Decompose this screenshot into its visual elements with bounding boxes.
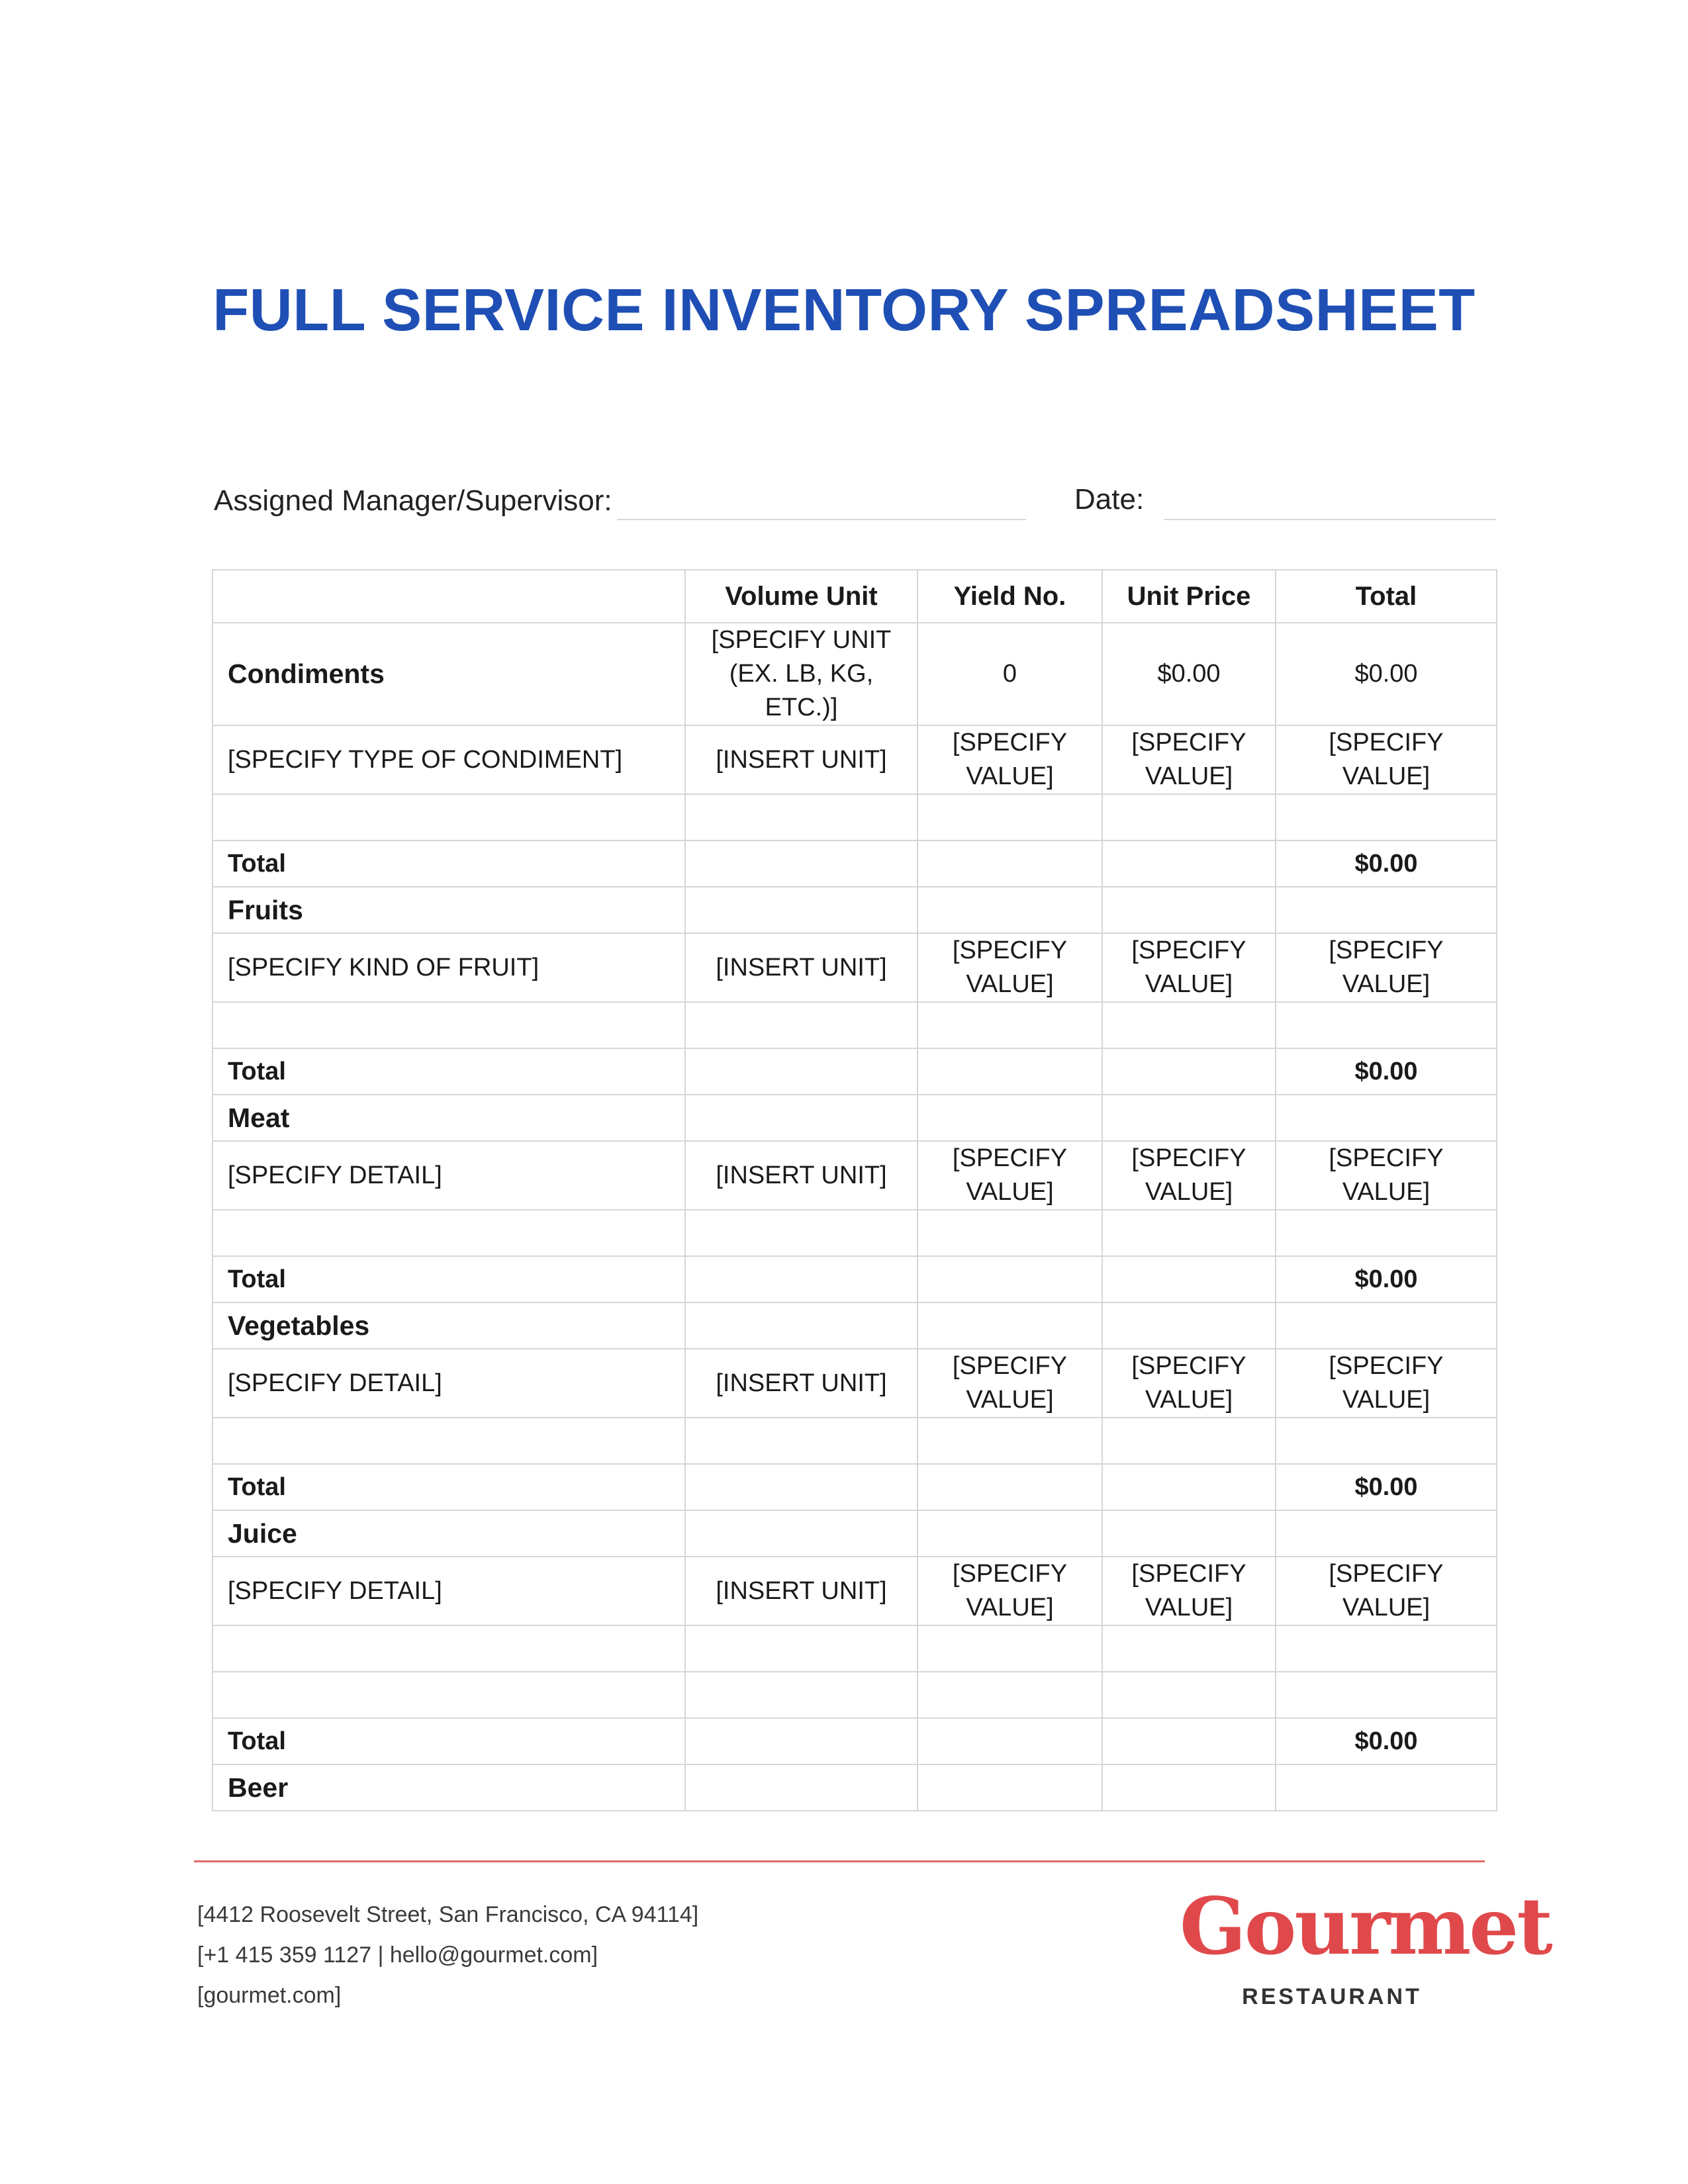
cell-yield-no[interactable] xyxy=(917,887,1102,933)
cell-volume-unit[interactable] xyxy=(685,794,917,841)
total-row xyxy=(212,1256,1497,1302)
cell-volume-unit[interactable] xyxy=(685,841,917,887)
cell-unit-price[interactable]: [SPECIFY VALUE] xyxy=(1102,933,1276,1002)
cell-unit-price[interactable] xyxy=(1102,1256,1276,1302)
header-unit-price: Unit Price xyxy=(1102,570,1276,623)
cell-total[interactable] xyxy=(1276,887,1497,933)
cell-unit-price[interactable]: [SPECIFY VALUE] xyxy=(1102,1557,1276,1625)
category-row xyxy=(212,1510,1497,1557)
cell-item[interactable]: Condiments xyxy=(212,623,685,725)
cell-volume-unit[interactable] xyxy=(685,1302,917,1349)
cell-unit-price[interactable] xyxy=(1102,1302,1276,1349)
cell-item[interactable] xyxy=(212,1672,685,1718)
cell-unit-price[interactable] xyxy=(1102,887,1276,933)
cell-item[interactable]: Total xyxy=(212,1048,685,1095)
category-row xyxy=(212,1302,1497,1349)
header-volume-unit: Volume Unit xyxy=(685,570,917,623)
cell-yield-no[interactable] xyxy=(917,1510,1102,1557)
total-row xyxy=(212,1718,1497,1764)
category-row xyxy=(212,1764,1497,1811)
cell-yield-no[interactable] xyxy=(917,1095,1102,1141)
cell-volume-unit[interactable] xyxy=(685,1048,917,1095)
cell-volume-unit[interactable] xyxy=(685,1764,917,1811)
gourmet-logo: Gourmet xyxy=(1180,1880,1551,1972)
table-row xyxy=(212,1418,1497,1464)
category-row xyxy=(212,623,1497,725)
logo-subtitle: RESTAURANT xyxy=(1242,1984,1422,2009)
table-row xyxy=(212,794,1497,841)
header-yield-no: Yield No. xyxy=(917,570,1102,623)
total-row xyxy=(212,1464,1497,1510)
cell-yield-no[interactable] xyxy=(917,1302,1102,1349)
cell-unit-price[interactable] xyxy=(1102,794,1276,841)
cell-unit-price[interactable] xyxy=(1102,1510,1276,1557)
cell-item[interactable]: [SPECIFY DETAIL] xyxy=(212,1557,685,1625)
cell-yield-no[interactable] xyxy=(917,1625,1102,1672)
cell-total[interactable] xyxy=(1276,1302,1497,1349)
cell-yield-no[interactable]: [SPECIFY VALUE] xyxy=(917,1557,1102,1625)
cell-item[interactable]: Meat xyxy=(212,1095,685,1141)
document-title: FULL SERVICE INVENTORY SPREADSHEET xyxy=(212,277,1476,343)
cell-yield-no[interactable]: [SPECIFY VALUE] xyxy=(917,725,1102,794)
cell-unit-price[interactable] xyxy=(1102,1002,1276,1048)
inventory-table xyxy=(212,569,1497,1811)
cell-total[interactable]: $0.00 xyxy=(1276,1464,1497,1510)
cell-total[interactable]: $0.00 xyxy=(1276,1256,1497,1302)
cell-unit-price[interactable] xyxy=(1102,1095,1276,1141)
cell-item[interactable]: Total xyxy=(212,1464,685,1510)
footer-address: [4412 Roosevelt Street, San Francisco, CA 94114] xyxy=(197,1902,699,1927)
cell-unit-price[interactable]: [SPECIFY VALUE] xyxy=(1102,1141,1276,1210)
cell-yield-no[interactable] xyxy=(917,1464,1102,1510)
cell-total[interactable]: [SPECIFY VALUE] xyxy=(1276,933,1497,1002)
cell-item[interactable]: Total xyxy=(212,1256,685,1302)
cell-volume-unit[interactable] xyxy=(685,1464,917,1510)
cell-yield-no[interactable] xyxy=(917,1210,1102,1256)
cell-total[interactable] xyxy=(1276,1418,1497,1464)
cell-volume-unit[interactable] xyxy=(685,1718,917,1764)
table-row xyxy=(212,1141,1497,1210)
header-item xyxy=(212,570,685,623)
cell-item[interactable] xyxy=(212,1002,685,1048)
cell-yield-no[interactable] xyxy=(917,1048,1102,1095)
cell-unit-price[interactable] xyxy=(1102,1210,1276,1256)
manager-field-line[interactable] xyxy=(617,519,1026,520)
cell-item[interactable]: Total xyxy=(212,1718,685,1764)
cell-total[interactable]: [SPECIFY VALUE] xyxy=(1276,725,1497,794)
cell-unit-price[interactable] xyxy=(1102,1464,1276,1510)
cell-yield-no[interactable] xyxy=(917,1764,1102,1811)
cell-yield-no[interactable] xyxy=(917,794,1102,841)
cell-item[interactable]: Total xyxy=(212,841,685,887)
table-row xyxy=(212,1002,1497,1048)
cell-unit-price[interactable] xyxy=(1102,1672,1276,1718)
cell-total[interactable] xyxy=(1276,1625,1497,1672)
cell-volume-unit[interactable]: [INSERT UNIT] xyxy=(685,725,917,794)
cell-unit-price[interactable] xyxy=(1102,1718,1276,1764)
footer-website: [gourmet.com] xyxy=(197,1983,342,2008)
cell-volume-unit[interactable] xyxy=(685,1210,917,1256)
cell-total[interactable] xyxy=(1276,794,1497,841)
cell-volume-unit[interactable] xyxy=(685,1418,917,1464)
manager-label: Assigned Manager/Supervisor: xyxy=(214,484,612,517)
category-row xyxy=(212,1095,1497,1141)
cell-item[interactable] xyxy=(212,1625,685,1672)
cell-total[interactable] xyxy=(1276,1210,1497,1256)
cell-item[interactable] xyxy=(212,1418,685,1464)
cell-volume-unit[interactable]: [INSERT UNIT] xyxy=(685,1141,917,1210)
table-row xyxy=(212,725,1497,794)
cell-yield-no[interactable]: 0 xyxy=(917,623,1102,725)
cell-unit-price[interactable] xyxy=(1102,1625,1276,1672)
cell-yield-no[interactable]: [SPECIFY VALUE] xyxy=(917,1141,1102,1210)
cell-volume-unit[interactable] xyxy=(685,1625,917,1672)
cell-yield-no[interactable] xyxy=(917,841,1102,887)
cell-volume-unit[interactable] xyxy=(685,1672,917,1718)
cell-yield-no[interactable] xyxy=(917,1418,1102,1464)
cell-total[interactable] xyxy=(1276,1764,1497,1811)
cell-yield-no[interactable]: [SPECIFY VALUE] xyxy=(917,1349,1102,1418)
cell-volume-unit[interactable] xyxy=(685,1510,917,1557)
date-field-line[interactable] xyxy=(1164,519,1496,520)
cell-yield-no[interactable] xyxy=(917,1718,1102,1764)
cell-yield-no[interactable]: [SPECIFY VALUE] xyxy=(917,933,1102,1002)
cell-yield-no[interactable] xyxy=(917,1002,1102,1048)
table-header-row xyxy=(212,570,1497,623)
cell-item[interactable]: Beer xyxy=(212,1764,685,1811)
cell-total[interactable] xyxy=(1276,1510,1497,1557)
footer-contact: [+1 415 359 1127 | hello@gourmet.com] xyxy=(197,1942,598,1968)
total-row xyxy=(212,1048,1497,1095)
footer-divider xyxy=(194,1860,1485,1862)
cell-volume-unit[interactable] xyxy=(685,1256,917,1302)
cell-total[interactable]: [SPECIFY VALUE] xyxy=(1276,1557,1497,1625)
table-row xyxy=(212,1557,1497,1625)
cell-item[interactable] xyxy=(212,794,685,841)
cell-volume-unit[interactable]: [INSERT UNIT] xyxy=(685,1557,917,1625)
cell-total[interactable] xyxy=(1276,1095,1497,1141)
cell-unit-price[interactable]: [SPECIFY VALUE] xyxy=(1102,725,1276,794)
cell-unit-price[interactable] xyxy=(1102,1048,1276,1095)
cell-total[interactable]: $0.00 xyxy=(1276,841,1497,887)
date-label: Date: xyxy=(1074,483,1145,516)
cell-unit-price[interactable] xyxy=(1102,841,1276,887)
cell-total[interactable]: [SPECIFY VALUE] xyxy=(1276,1141,1497,1210)
cell-total[interactable]: $0.00 xyxy=(1276,623,1497,725)
table-body xyxy=(212,623,1497,1811)
cell-item[interactable] xyxy=(212,1210,685,1256)
table-row xyxy=(212,1672,1497,1718)
cell-volume-unit[interactable]: [INSERT UNIT] xyxy=(685,1349,917,1418)
cell-yield-no[interactable] xyxy=(917,1672,1102,1718)
total-row xyxy=(212,841,1497,887)
cell-total[interactable]: [SPECIFY VALUE] xyxy=(1276,1349,1497,1418)
cell-total[interactable]: $0.00 xyxy=(1276,1718,1497,1764)
cell-volume-unit[interactable] xyxy=(685,1095,917,1141)
cell-volume-unit[interactable] xyxy=(685,1002,917,1048)
cell-unit-price[interactable]: [SPECIFY VALUE] xyxy=(1102,1349,1276,1418)
cell-yield-no[interactable] xyxy=(917,1256,1102,1302)
cell-total[interactable]: $0.00 xyxy=(1276,1048,1497,1095)
cell-total[interactable] xyxy=(1276,1002,1497,1048)
table-row xyxy=(212,1349,1497,1418)
cell-item[interactable]: [SPECIFY DETAIL] xyxy=(212,1141,685,1210)
table-row xyxy=(212,933,1497,1002)
table-row xyxy=(212,1625,1497,1672)
header-total: Total xyxy=(1276,570,1497,623)
cell-unit-price[interactable] xyxy=(1102,1418,1276,1464)
cell-total[interactable] xyxy=(1276,1672,1497,1718)
cell-volume-unit[interactable]: [INSERT UNIT] xyxy=(685,933,917,1002)
cell-unit-price[interactable]: $0.00 xyxy=(1102,623,1276,725)
cell-unit-price[interactable] xyxy=(1102,1764,1276,1811)
cell-item[interactable]: Juice xyxy=(212,1510,685,1557)
cell-item[interactable]: [SPECIFY KIND OF FRUIT] xyxy=(212,933,685,1002)
cell-item[interactable]: [SPECIFY DETAIL] xyxy=(212,1349,685,1418)
category-row xyxy=(212,887,1497,933)
cell-item[interactable]: [SPECIFY TYPE OF CONDIMENT] xyxy=(212,725,685,794)
cell-item[interactable]: Vegetables xyxy=(212,1302,685,1349)
cell-volume-unit[interactable] xyxy=(685,887,917,933)
table-row xyxy=(212,1210,1497,1256)
cell-volume-unit[interactable]: [SPECIFY UNIT (EX. LB, KG, ETC.)] xyxy=(685,623,917,725)
cell-item[interactable]: Fruits xyxy=(212,887,685,933)
